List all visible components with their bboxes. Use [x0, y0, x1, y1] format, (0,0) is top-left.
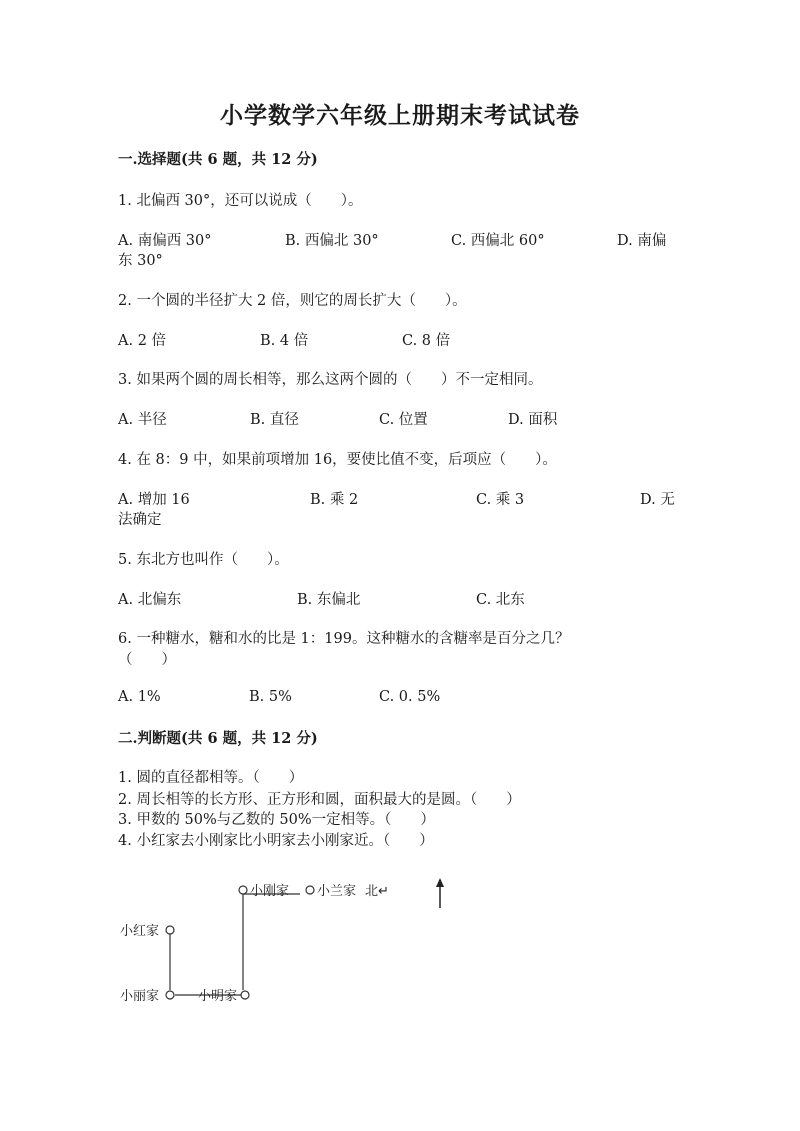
question-1-stem: 1. 北偏西 30°，还可以说成（ ）。: [118, 193, 363, 209]
north-arrow-icon: [436, 878, 444, 908]
question-4-option-d-wrap: 法确定: [118, 512, 162, 528]
question-3-option-a: A. 半径: [118, 412, 167, 428]
label-xiaogang: 小刚家: [250, 884, 290, 899]
question-1-option-d: D. 南偏: [617, 233, 667, 249]
question-3-option-d: D. 面积: [508, 412, 558, 428]
question-4-stem: 4. 在 8：9 中，如果前项增加 16，要使比值不变，后项应（ ）。: [118, 452, 557, 468]
label-xiaohong: 小红家: [120, 924, 160, 939]
question-1-option-b: B. 西偏北 30°: [285, 233, 379, 249]
question-2-option-a: A. 2 倍: [118, 333, 167, 349]
question-3-option-c: C. 位置: [379, 412, 428, 428]
question-6-option-a: A. 1%: [118, 689, 161, 705]
judge-item-1: 1. 圆的直径都相等。（ ）: [118, 770, 304, 786]
label-north: 北↵: [365, 884, 389, 899]
question-1-option-a: A. 南偏西 30°: [118, 233, 212, 249]
section-1-heading: 一.选择题(共 6 题，共 12 分): [118, 151, 318, 168]
question-2-option-b: B. 4 倍: [260, 333, 309, 349]
route-map-figure: [100, 870, 460, 1020]
question-5-option-a: A. 北偏东: [118, 592, 182, 608]
section-2-heading: 二.判断题(共 6 题，共 12 分): [118, 730, 318, 747]
question-6-blank: （ ）: [118, 652, 176, 668]
question-6-option-c: C. 0. 5%: [379, 689, 441, 705]
question-3-stem: 3. 如果两个圆的周长相等，那么这两个圆的（ ）不一定相同。: [118, 372, 543, 388]
question-4-option-d: D. 无: [640, 492, 675, 508]
question-2-stem: 2. 一个圆的半径扩大 2 倍，则它的周长扩大（ ）。: [118, 293, 467, 309]
question-6-option-b: B. 5%: [249, 689, 292, 705]
page-title: 小学数学六年级上册期末考试试卷: [220, 102, 580, 129]
question-4-option-a: A. 增加 16: [118, 492, 190, 508]
question-5-stem: 5. 东北方也叫作（ ）。: [118, 552, 289, 568]
judge-item-4: 4. 小红家去小刚家比小明家去小刚家近。（ ）: [118, 833, 434, 849]
judge-item-3: 3. 甲数的 50%与乙数的 50%一定相等。（ ）: [118, 812, 435, 828]
label-xiaolan: 小兰家: [317, 884, 357, 899]
question-4-option-b: B. 乘 2: [310, 492, 359, 508]
question-4-option-c: C. 乘 3: [476, 492, 525, 508]
judge-item-2: 2. 周长相等的长方形、正方形和圆，面积最大的是圆。（ ）: [118, 792, 521, 808]
question-6-stem: 6. 一种糖水，糖和水的比是 1：199。这种糖水的含糖率是百分之几？: [118, 631, 570, 647]
question-5-option-c: C. 北东: [476, 592, 525, 608]
xiaolan-point: [306, 886, 314, 894]
question-3-option-b: B. 直径: [250, 412, 299, 428]
question-1-option-d-wrap: 东 30°: [118, 253, 163, 269]
question-2-option-c: C. 8 倍: [402, 333, 451, 349]
xiaoming-point: [241, 991, 249, 999]
xiaohong-point: [166, 926, 174, 934]
xiaogang-point: [239, 886, 247, 894]
question-1-option-c: C. 西偏北 60°: [451, 233, 545, 249]
label-xiaoming: 小明家: [198, 989, 238, 1004]
label-xiaoli: 小丽家: [120, 989, 160, 1004]
question-5-option-b: B. 东偏北: [297, 592, 361, 608]
xiaoli-point: [166, 991, 174, 999]
